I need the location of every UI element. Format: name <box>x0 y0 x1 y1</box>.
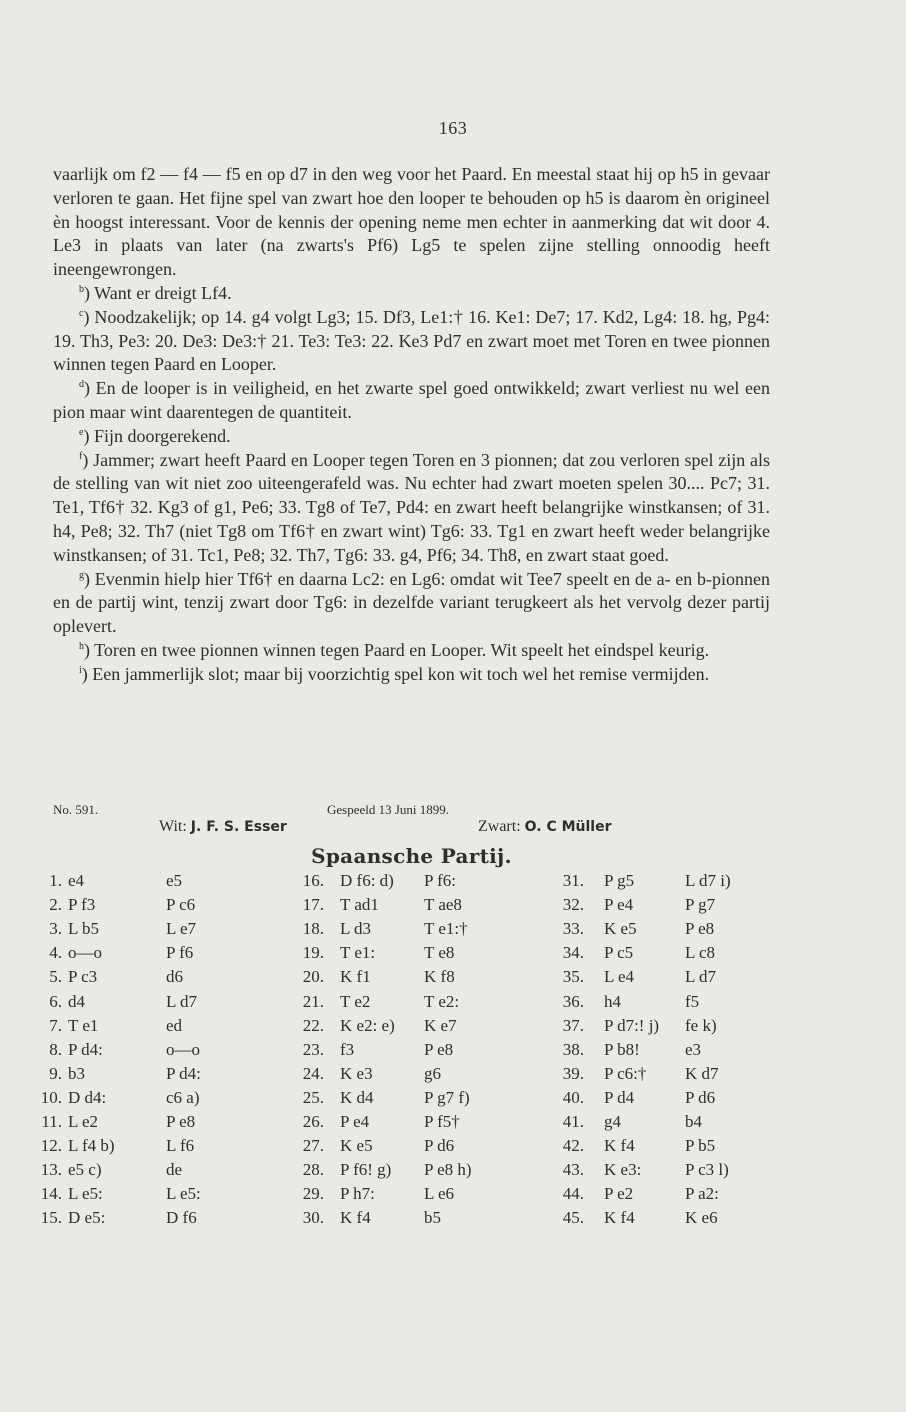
move-number: 16. <box>302 871 324 890</box>
move-number: 21. <box>302 991 324 1011</box>
black-move: L d7 <box>166 991 198 1011</box>
black-move: c6 a) <box>166 1087 200 1107</box>
move-number: 6. <box>49 991 62 1011</box>
move-number: 33. <box>562 919 584 939</box>
move-number: 1. <box>49 871 62 890</box>
white-move: P e4 <box>340 1112 370 1131</box>
white-move: K f1 <box>340 967 371 987</box>
note-text: Noodzakelijk; op 14. g4 volgt Lg3; 15. Df3, Le1:† 16. Ke1: De7; 17. Kd2, Lg4: 18. hg, Pg4: 19. Th3, Pe3: 20. De3: De3:† 21. Te3: Te3: 22. Ke3 Pd7 en zwart moet met Toren en twee pionnen winnen tegen Paard en Looper. <box>53 306 771 375</box>
move-number: 4. <box>49 943 62 963</box>
black-move: P c3 l) <box>685 1160 729 1180</box>
black-move: P f6: <box>424 871 456 890</box>
move-number: 14. <box>40 1184 62 1204</box>
white-move: P g5 <box>604 871 635 890</box>
white-move: K f4 <box>604 1208 635 1228</box>
move-number: 10. <box>40 1087 62 1107</box>
move-row <box>0 1160 906 1184</box>
white-move: P e4 <box>604 895 634 915</box>
black-move: P f6 <box>166 943 194 963</box>
move-number: 11. <box>41 1112 62 1131</box>
move-row <box>0 943 906 967</box>
white-move: o—o <box>68 943 102 963</box>
black-move: P e8 <box>685 919 715 939</box>
white-move: P h7: <box>340 1184 375 1204</box>
move-number: 32. <box>562 895 584 915</box>
white-move: P b8! <box>604 1039 640 1059</box>
black-move: T e1:† <box>424 919 468 939</box>
black-move: o—o <box>166 1039 200 1059</box>
move-number: 26. <box>302 1112 324 1131</box>
white-move: P c6:† <box>604 1063 647 1083</box>
note-mark: g <box>79 569 84 581</box>
note-f: $^f$) Jammer; zwart heeft Paard en Looper tegen Toren en 3 pionnen; dat zou verloren spel zijn als de stelling van wit niet zoo uiteengerafeld was. Nu echter had zwart moeten spelen 30.... Pc7; 31. Te1, Tf6† 32. Kg3 of g1, Pe6; 33. Tg8 of Te7, Pd4: en zwart heeft belangrijke winstkansen; of 31. h4, Pe8; 32. Th7 (niet Tg8 om Tf6† en zwart wint) Tg6: 33. Tg1 en zwart heeft weder belangrijke winstkansen; of 31. Tc1, Pe8; 32. Th7, Tg6: 33. g4, Pf6; 34. Th8, en zwart staat goed. <box>53 449 770 565</box>
black-move: e5 <box>166 871 183 890</box>
note-d: $^d$) En de looper is in veiligheid, en het zwarte spel goed ontwikkeld; zwart verliest nu wel een pion maar wint daarentegen de quantiteit. <box>53 378 770 422</box>
move-table <box>0 871 906 1251</box>
move-number: 42. <box>562 1136 584 1156</box>
white-name: J. F. S. Esser <box>190 819 287 835</box>
move-number: 13. <box>40 1160 62 1180</box>
white-move: P c3 <box>68 967 98 987</box>
white-move: P f6! g) <box>340 1160 392 1180</box>
white-move: K e5 <box>340 1136 373 1156</box>
move-number: 37. <box>562 1015 584 1035</box>
white-move: g4 <box>604 1112 621 1131</box>
white-move: L b5 <box>68 919 100 939</box>
move-number: 34. <box>562 943 584 963</box>
white-move: K e3: <box>604 1160 642 1180</box>
move-number: 39. <box>562 1063 584 1083</box>
note-mark: h <box>79 640 84 652</box>
move-number: 5. <box>49 967 62 987</box>
move-number: 45. <box>562 1208 584 1228</box>
note-mark: i <box>79 664 82 676</box>
black-move: L d7 i) <box>685 871 731 890</box>
black-move: ed <box>166 1015 183 1035</box>
note-mark: e <box>79 426 84 438</box>
white-move: L e2 <box>68 1112 99 1131</box>
white-move: D e5: <box>68 1208 106 1228</box>
move-row <box>0 919 906 943</box>
black-move: L d7 <box>685 967 717 987</box>
move-row <box>0 1040 906 1064</box>
black-move: e3 <box>685 1039 702 1059</box>
black-move: P e8 <box>166 1112 196 1131</box>
move-number: 8. <box>49 1039 62 1059</box>
black-move: fe k) <box>685 1015 717 1035</box>
move-number: 2. <box>49 895 62 915</box>
white-move: K e3 <box>340 1063 373 1083</box>
move-number: 19. <box>302 943 324 963</box>
black-move: L c8 <box>685 943 716 963</box>
move-row <box>0 1016 906 1040</box>
move-number: 24. <box>302 1063 324 1083</box>
white-move: K d4 <box>340 1087 374 1107</box>
note-mark: c <box>79 307 84 319</box>
black-move: D f6 <box>166 1208 197 1228</box>
white-move: e4 <box>68 871 85 890</box>
black-move: de <box>166 1160 183 1180</box>
white-move: P c5 <box>604 943 634 963</box>
note-text: Evenmin hielp hier Tf6† en daarna Lc2: en Lg6: omdat wit Tee7 speelt en de a- en b-pionnen en de partij wint, tenzij zwart door Tg6: in dezelfde variant terugkeert als het vervolg dezer partij oplevert. <box>53 568 770 637</box>
white-move: e5 c) <box>68 1160 102 1180</box>
white-player <box>159 818 287 836</box>
note-text: vaarlijk om f2 — f4 — f5 en op d7 in den weg voor het Paard. En meestal staat hij op h5 in gevaar verloren te gaan. Het fijne spel van zwart hoe den looper te behouden op h5 is daarom èn origineel èn hoogst interessant. Voor de kennis der opening neme men echter in aanmerking dat wit door 4. Le3 in plaats van later (na zwarts's Pf6) Lg5 te spelen zijne stelling onnoodig heeft ineengewrongen. <box>53 164 770 280</box>
white-move: h4 <box>604 991 621 1011</box>
white-move: K f4 <box>340 1208 371 1228</box>
black-move: P g7 <box>685 895 716 915</box>
move-number: 31. <box>562 871 584 890</box>
white-move: K e5 <box>604 919 637 939</box>
white-move: b3 <box>68 1063 85 1083</box>
white-move: D f6: d) <box>340 871 394 890</box>
move-number: 17. <box>302 895 324 915</box>
white-move: P e2 <box>604 1184 634 1204</box>
note-mark: b <box>79 283 84 295</box>
move-number: 9. <box>49 1063 62 1083</box>
black-move: T ae8 <box>424 895 462 915</box>
game-number: No. 591. <box>53 802 99 817</box>
black-move: g6 <box>424 1063 441 1083</box>
black-move: f5 <box>685 991 700 1011</box>
note-text: En de looper is in veiligheid, en het zwarte spel goed ontwikkeld; zwart verliest nu wel een pion maar wint daarentegen de quantiteit. <box>53 378 770 422</box>
note-e: $^e$) Fijn doorgerekend. <box>79 425 231 446</box>
move-number: 25. <box>302 1087 324 1107</box>
move-number: 22. <box>302 1015 324 1035</box>
players <box>53 818 770 840</box>
note-b: $^b$) Want er dreigt Lf4. <box>79 282 232 303</box>
white-move: L e5: <box>68 1184 103 1204</box>
black-move: b5 <box>424 1208 441 1228</box>
black-move: P d6 <box>685 1087 716 1107</box>
white-move: T e1: <box>340 943 376 963</box>
move-number: 38. <box>562 1039 584 1059</box>
note-mark: d <box>79 379 84 391</box>
note-text: Toren en twee pionnen winnen tegen Paard en Looper. Wit speelt het eindspel keurig. <box>94 639 710 660</box>
move-row <box>0 992 906 1016</box>
move-number: 44. <box>562 1184 584 1204</box>
note-text: Een jammerlijk slot; maar bij voorzichtig spel kon wit toch wel het remise vermijden. <box>92 663 710 684</box>
black-move: P e8 h) <box>424 1160 472 1180</box>
white-move: d4 <box>68 991 85 1011</box>
black-move: P b5 <box>685 1136 716 1156</box>
move-row <box>0 1088 906 1112</box>
black-move: P f5† <box>424 1112 460 1131</box>
note-h: $^h$) Toren en twee pionnen winnen tegen Paard en Looper. Wit speelt het eindspel keurig. <box>79 639 710 660</box>
black-move: L f6 <box>166 1136 195 1156</box>
black-move: K e7 <box>424 1015 457 1035</box>
move-number: 18. <box>302 919 324 939</box>
page-number: 163 <box>438 118 468 138</box>
move-row <box>0 1064 906 1088</box>
black-move: K e6 <box>685 1208 718 1228</box>
move-number: 12. <box>40 1136 62 1156</box>
black-move: T e2: <box>424 991 460 1011</box>
note-c: $^c$) Noodzakelijk; op 14. g4 volgt Lg3; 15. Df3, Le1:† 16. Ke1: De7; 17. Kd2, Lg4: 18. hg, Pg4: 19. Th3, Pe3: 20. De3: De3:† 21. Te3: Te3: 22. Ke3 Pd7 en zwart moet met Toren en twee pionnen winnen tegen Paard en Looper. <box>53 306 771 375</box>
white-move: P d7:! j) <box>604 1015 660 1035</box>
black-move: P e8 <box>424 1039 454 1059</box>
move-row <box>0 871 906 895</box>
game-meta <box>53 802 770 818</box>
black-move: L e5: <box>166 1184 201 1204</box>
move-number: 23. <box>302 1039 324 1059</box>
black-move: K d7 <box>685 1063 719 1083</box>
black-player <box>478 818 612 836</box>
white-move: P d4: <box>68 1039 103 1059</box>
move-row <box>0 1136 906 1160</box>
white-move: L f4 b) <box>68 1136 115 1156</box>
move-number: 43. <box>562 1160 584 1180</box>
black-move: L e7 <box>166 919 197 939</box>
black-move: T e8 <box>424 943 455 963</box>
white-move: T e1 <box>68 1015 99 1035</box>
paragraph-continuation <box>53 163 770 282</box>
move-number: 20. <box>302 967 324 987</box>
black-move: P a2: <box>685 1184 719 1204</box>
move-row <box>0 895 906 919</box>
white-move: P f3 <box>68 895 96 915</box>
black-move: P d6 <box>424 1136 455 1156</box>
move-number: 28. <box>302 1160 324 1180</box>
opening-title: Spaansche Partij. <box>311 844 512 868</box>
note-i: $^i$) Een jammerlijk slot; maar bij voorzichtig spel kon wit toch wel het remise vermijden. <box>79 663 710 684</box>
white-move: L d3 <box>340 919 372 939</box>
black-label: Zwart: <box>478 818 521 835</box>
note-text: Want er dreigt Lf4. <box>94 282 232 303</box>
white-move: K f4 <box>604 1136 635 1156</box>
move-number: 36. <box>562 991 584 1011</box>
move-number: 7. <box>49 1015 62 1035</box>
move-row <box>0 967 906 991</box>
white-move: K e2: e) <box>340 1015 395 1035</box>
black-move: b4 <box>685 1112 702 1131</box>
move-row <box>0 1184 906 1208</box>
white-move: P d4 <box>604 1087 635 1107</box>
note-text: Fijn doorgerekend. <box>93 425 231 446</box>
move-number: 41. <box>562 1112 584 1131</box>
move-number: 35. <box>562 967 584 987</box>
white-move: T ad1 <box>340 895 379 915</box>
black-move: P d4: <box>166 1063 201 1083</box>
black-move: P g7 f) <box>424 1087 470 1107</box>
note-g: $^g$) Evenmin hielp hier Tf6† en daarna Lc2: en Lg6: omdat wit Tee7 speelt en de a- en b-pionnen en de partij wint, tenzij zwart door Tg6: in dezelfde variant terugkeert als het vervolg dezer partij oplevert. <box>53 568 770 637</box>
move-number: 29. <box>302 1184 324 1204</box>
white-move: L e4 <box>604 967 635 987</box>
note-text: Jammer; zwart heeft Paard en Looper tegen Toren en 3 pionnen; dat zou verloren spel zijn als de stelling van wit niet zoo uiteengerafeld was. Nu echter had zwart moeten spelen 30.... Pc7; 31. Te1, Tf6† 32. Kg3 of g1, Pe6; 33. Tg8 of Te7, Pd4: en zwart heeft belangrijke winstkansen; of 31. h4, Pe8; 32. Th7 (niet Tg8 om Tf6† en zwart wint) Tg6: 33. Tg1 en zwart heeft weder belangrijke winstkansen; of 31. Tc1, Pe8; 32. Th7, Tg6: 33. g4, Pf6; 34. Th8, en zwart staat goed. <box>53 449 770 565</box>
game-date: Gespeeld 13 Juni 1899. <box>327 802 450 817</box>
move-number: 40. <box>562 1087 584 1107</box>
black-name: O. C Müller <box>524 819 612 835</box>
move-row <box>0 1208 906 1232</box>
black-move: d6 <box>166 967 183 987</box>
white-move: T e2 <box>340 991 371 1011</box>
black-move: P c6 <box>166 895 196 915</box>
white-move: f3 <box>340 1039 355 1059</box>
white-move: D d4: <box>68 1087 107 1107</box>
move-number: 30. <box>302 1208 324 1228</box>
move-number: 15. <box>40 1208 62 1228</box>
move-number: 27. <box>302 1136 324 1156</box>
move-number: 3. <box>49 919 62 939</box>
black-move: L e6 <box>424 1184 455 1204</box>
note-mark: f <box>79 450 83 462</box>
white-label: Wit: <box>159 818 187 835</box>
black-move: K f8 <box>424 967 455 987</box>
commentary-text <box>53 163 770 687</box>
move-row <box>0 1112 906 1136</box>
